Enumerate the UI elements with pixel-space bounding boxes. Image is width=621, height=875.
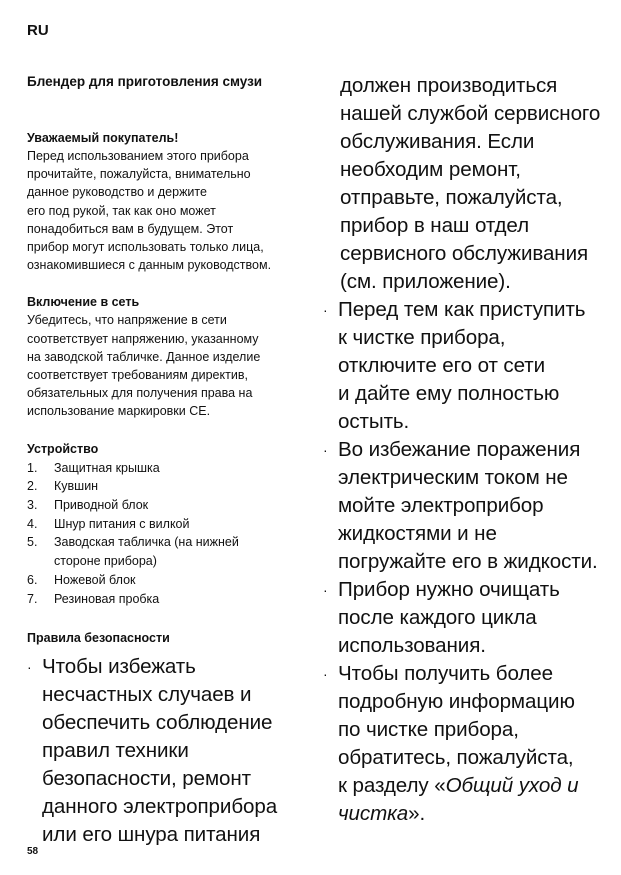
list-item: 2. Кувшин bbox=[27, 479, 99, 494]
list-item: 1. Защитная крышка bbox=[27, 460, 160, 475]
power-heading: Включение в сеть bbox=[27, 295, 140, 310]
safety-item-1-continued: должен производиться нашей службой сервисного обслуживания. Если необходим ремонт, отправьте, пожалуйста, прибор в наш отдел сервисного обслуживания (см. приложение). bbox=[340, 74, 601, 293]
bullet-icon: · bbox=[323, 666, 328, 682]
page-title: Блендер для приготовления смузи bbox=[27, 74, 263, 89]
language-code: RU bbox=[27, 22, 49, 39]
safety-item-5: · Чтобы получить более подробную информацию по чистке прибора, обратитесь, пожалуйста, к разделу «Общий уход и чистка». bbox=[323, 660, 618, 828]
left-column bbox=[27, 130, 307, 849]
device-section bbox=[27, 441, 307, 609]
safety-item-4: · Прибор нужно очищать после каждого цикла использования. bbox=[323, 576, 618, 660]
safety-item-1: · Чтобы избежать несчастных случаев и обеспечить соблюдение правил техники безопасности, ремонт данного электроприбора или его шнура питания bbox=[27, 653, 307, 849]
right-column bbox=[323, 72, 618, 828]
list-item: 7. Резиновая пробка bbox=[27, 591, 160, 606]
power-section bbox=[27, 294, 307, 420]
section-reference: Общий уход и чистка bbox=[338, 774, 579, 825]
bullet-icon: · bbox=[27, 659, 32, 676]
page-number: 58 bbox=[27, 846, 39, 857]
safety-item-2: · Перед тем как приступить к чистке прибора, отключите его от сети и дайте ему полностью остыть. bbox=[323, 296, 618, 436]
bullet-icon: · bbox=[323, 582, 328, 598]
bullet-icon: · bbox=[323, 442, 328, 458]
device-parts-list bbox=[27, 459, 307, 609]
device-heading: Устройство bbox=[27, 441, 99, 456]
power-text: Убедитесь, что напряжение в сети соответствует напряжению, указанному на заводской табличке. Данное изделие соответствует требованиям директив, обязательных для получения права на использование маркировки CE. bbox=[27, 313, 261, 419]
safety-item-3: · Во избежание поражения электрическим током не мойте электроприбор жидкостями и не погружайте его в жидкости. bbox=[323, 436, 618, 576]
safety-list-right bbox=[323, 296, 618, 828]
list-item: 4. Шнур питания с вилкой bbox=[27, 516, 190, 531]
bullet-icon: · bbox=[323, 302, 328, 318]
greeting-section bbox=[27, 130, 307, 274]
greeting-heading: Уважаемый покупатель! bbox=[27, 131, 179, 145]
list-item: 3. Приводной блок bbox=[27, 498, 149, 513]
safety-heading: Правила безопасности bbox=[27, 631, 170, 646]
greeting-text: Перед использованием этого прибора прочитайте, пожалуйста, внимательно данное руководство и держите его под рукой, так как оно может понадобиться вам в будущем. Этот прибор могут использовать только лица, ознакомившиеся с данным руководством. bbox=[27, 149, 272, 273]
list-item: 6. Ножевой блок bbox=[27, 572, 136, 587]
safety-list-left bbox=[27, 653, 307, 849]
list-item: 5. Заводская табличка (на нижней стороне прибора) bbox=[27, 535, 239, 569]
